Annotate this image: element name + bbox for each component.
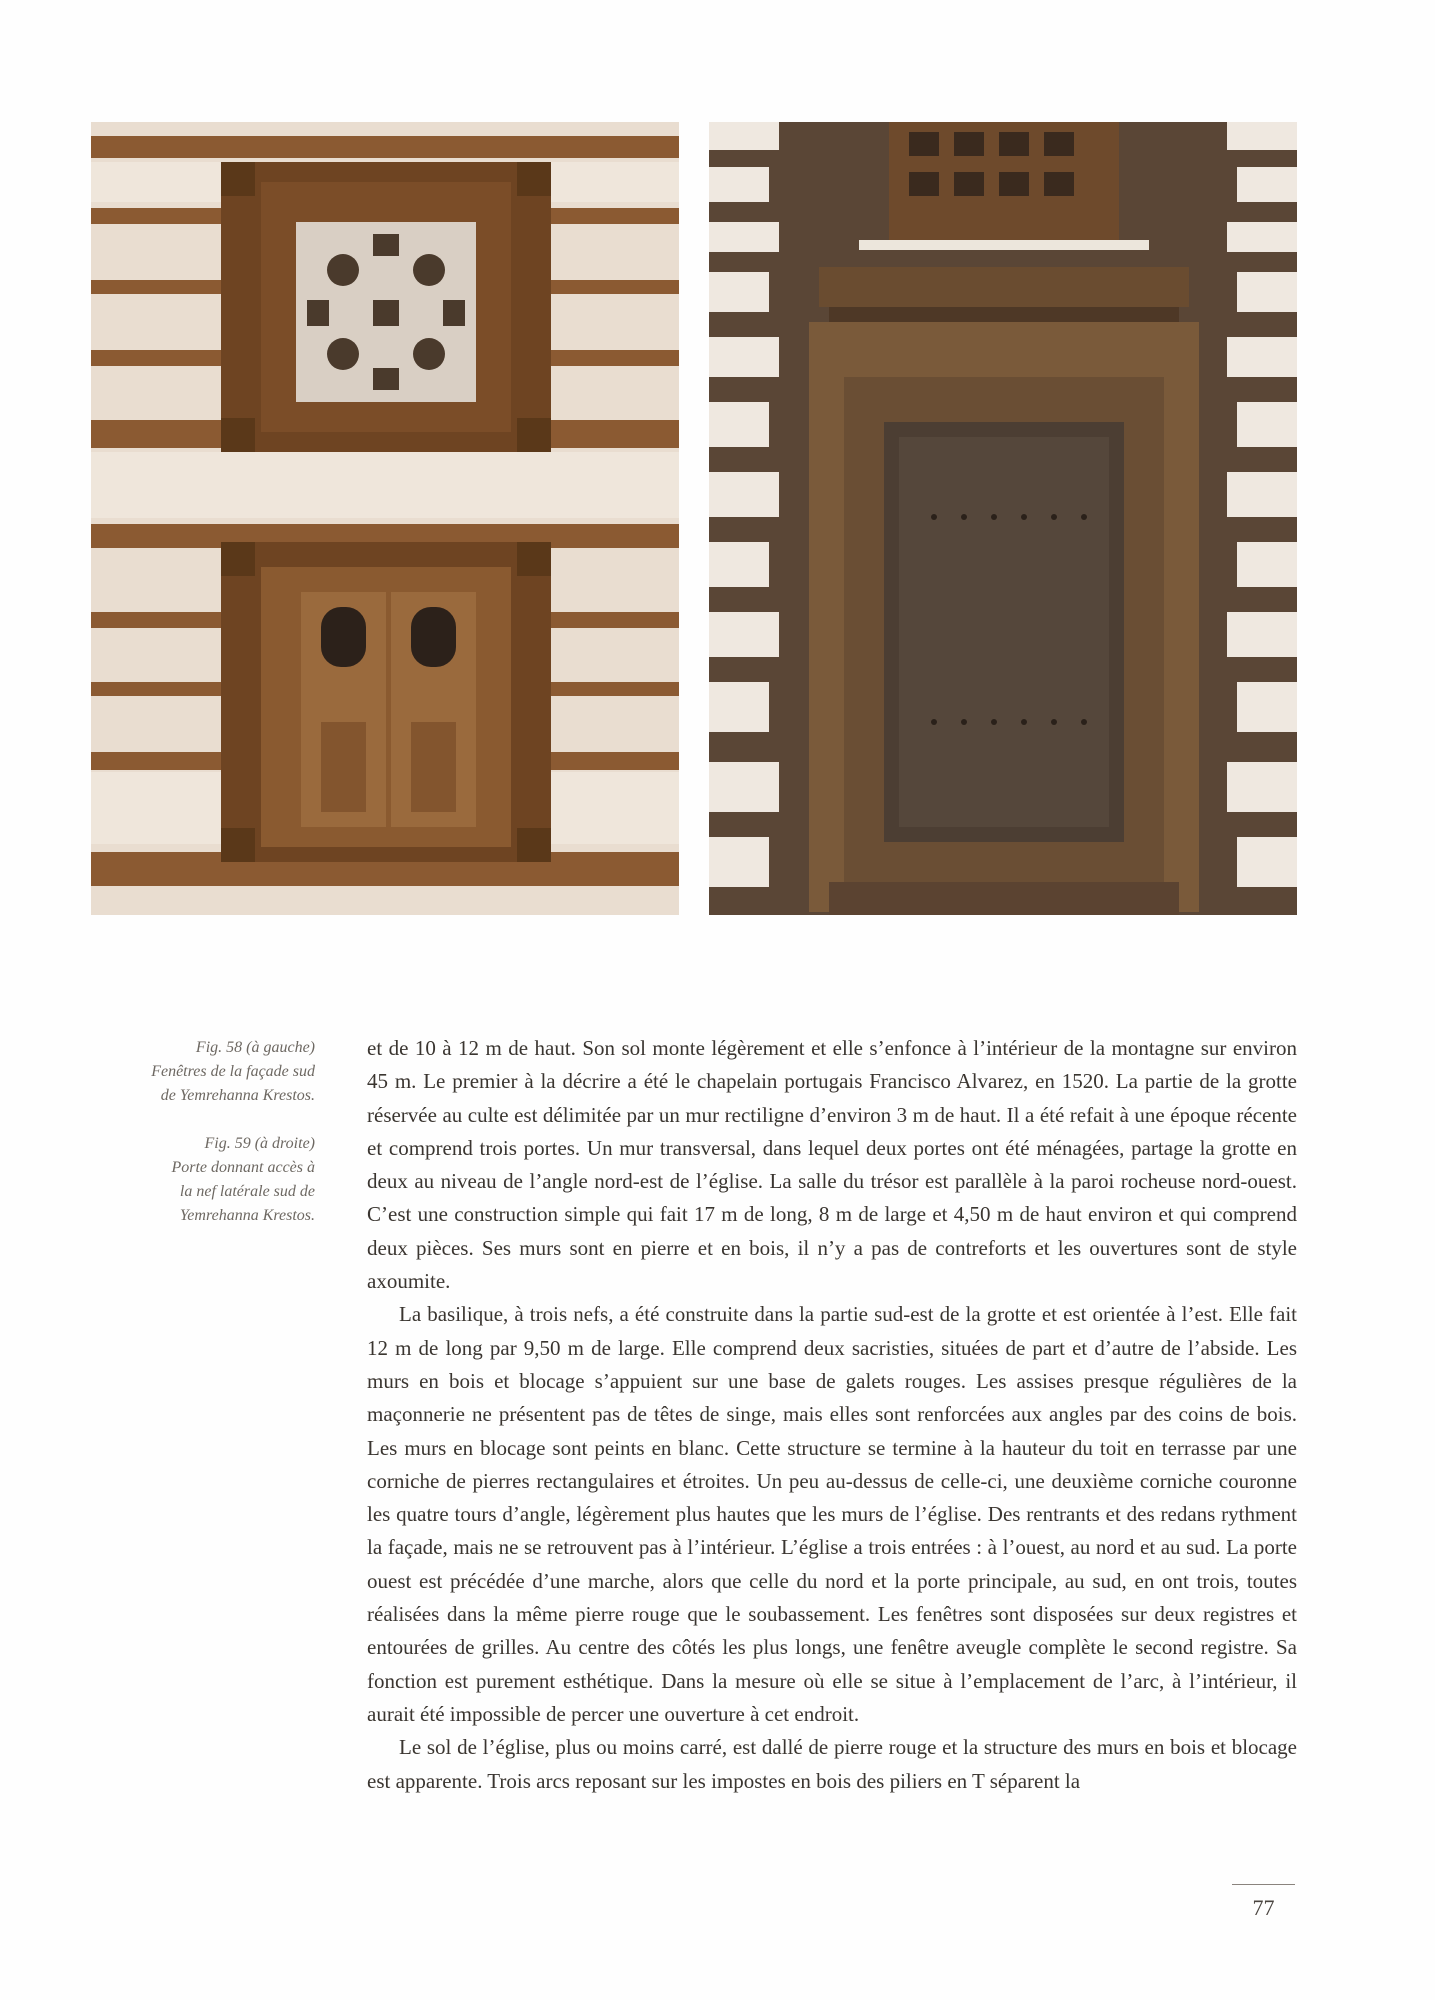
photo-door-south-aisle [709,122,1297,915]
caption-fig-59-line: Fig. 59 (à droite) [204,1135,315,1152]
photo-windows-facade [91,122,679,915]
door-image [709,122,1297,915]
folio-rule [1232,1884,1295,1885]
caption-fig-59-line: Porte donnant accès à [171,1159,315,1176]
body-paragraph: Le sol de l’église, plus ou moins carré, est dallé de pierre rouge et la structure des murs en bois et blocage est apparente. Trois arcs reposant sur les impostes en bois des piliers en T séparent la [367,1735,1297,1793]
figure-captions [100,1036,315,1252]
page-number: 77 [1252,1895,1275,1920]
facade-windows-image [91,122,679,915]
caption-fig-58-line: de Yemrehanna Krestos. [160,1087,315,1104]
caption-fig-58-line: Fig. 58 (à gauche) [195,1039,315,1056]
body-paragraph: La basilique, à trois nefs, a été construite dans la partie sud-est de la grotte et est orientée à l’est. Elle fait 12 m de long par 9,50 m de large. Elle comprend deux sacristies, situées de part et d’autre de l’abside. Les murs en bois et blocage s’appuient sur une base de galets rouges. Les assises presque régulières de la maçonnerie ne présentent pas de têtes de singe, mais elles sont renforcées aux angles par des coins de bois. Les murs en blocage sont peints en blanc. Cette structure se termine à la hauteur du toit en terrasse par une corniche de pierres rectangulaires et étroites. Un peu au-dessus de celle-ci, une deuxième corniche couronne les quatre tours d’angle, légèrement plus hautes que les murs de l’église. Des rentrants et des redans rythment la façade, mais ne se retrouvent pas à l’intérieur. L’église a trois entrées : à l’ouest, au nord et au sud. La porte ouest est précédée d’une marche, alors que celle du nord et la porte principale, au sud, en ont trois, toutes réalisées dans la même pierre rouge que le soubassement. Les fenêtres sont disposées sur deux registres et entourées de grilles. Au centre des côtés les plus longs, une fenêtre aveugle complète le second registre. Sa fonction est purement esthétique. Dans la mesure où elle se situe à l’emplacement de l’arc, à l’intérieur, il aurait été impossible de percer une ouverture à cet endroit. [367,1302,1297,1726]
caption-fig-59-line: la nef latérale sud de [179,1183,315,1200]
caption-fig-58 [100,1036,315,1108]
caption-fig-59-line: Yemrehanna Krestos. [179,1207,315,1224]
body-paragraph: et de 10 à 12 m de haut. Son sol monte légèrement et elle s’enfonce à l’intérieur de la montagne sur environ 45 m. Le premier à la décrire a été le chapelain portugais Francisco Alvarez, en 1520. La partie de la grotte réservée au culte est délimitée par un mur rectiligne d’environ 3 m de haut. Il a été refait à une époque récente et comprend trois portes. Un mur transversal, dans lequel deux portes ont été ménagées, partage la grotte en deux au niveau de l’angle nord-est de l’église. La salle du trésor est parallèle à la paroi rocheuse nord-ouest. C’est une construction simple qui fait 17 m de long, 8 m de large et 4,50 m de haut environ et qui comprend deux pièces. Ses murs sont en pierre et en bois, il n’y a pas de contreforts et les ouvertures sont de style axoumite. [367,1036,1297,1294]
caption-fig-58-line: Fenêtres de la façade sud [151,1063,315,1080]
caption-fig-59 [100,1132,315,1228]
body-text [367,1032,1297,1798]
